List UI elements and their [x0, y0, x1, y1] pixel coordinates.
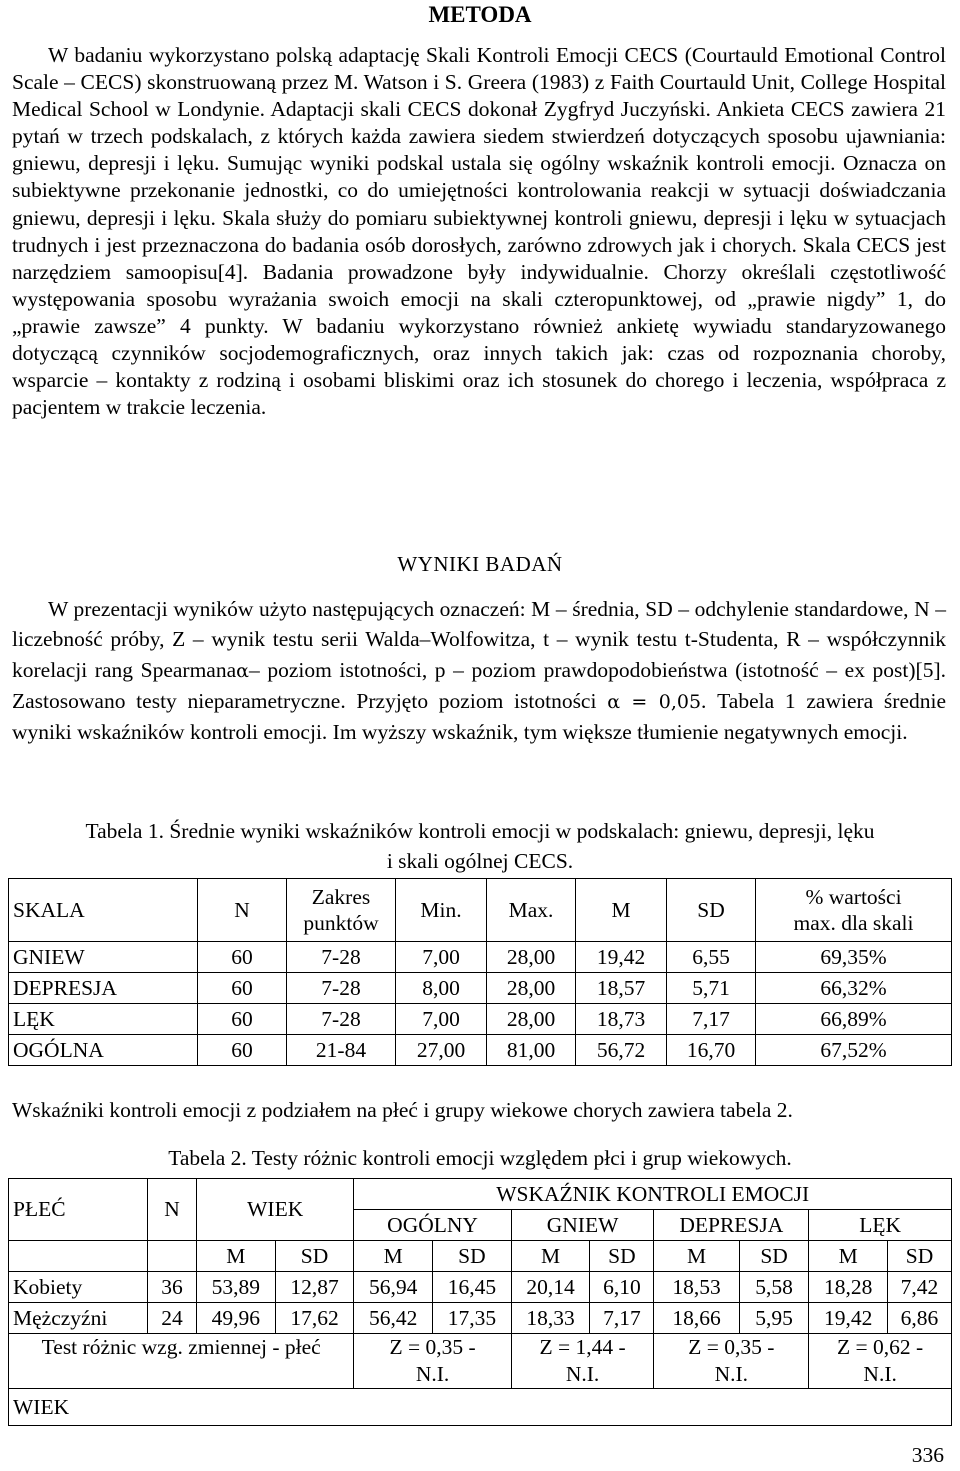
table2-wiek-row [9, 1389, 952, 1426]
table-cell: GNIEW [9, 942, 198, 973]
table-cell: Z = 1,44 - N.I. [511, 1334, 654, 1389]
table-cell: 66,89% [756, 1004, 952, 1035]
section-heading-metoda: METODA [428, 2, 532, 27]
table-cell: M [654, 1241, 739, 1272]
table-cell: WIEK [9, 1389, 952, 1426]
table1-header-n: N [198, 879, 287, 942]
table2-header-wskaznik: WSKAŹNIK KONTROLI EMOCJI [354, 1179, 952, 1210]
table1 [8, 878, 952, 1066]
table-cell: 60 [198, 942, 287, 973]
table-cell: SD [433, 1241, 512, 1272]
table2-test-row [9, 1334, 952, 1389]
table2-caption: Tabela 2. Testy różnic kontroli emocji względem płci i grup wiekowych. [168, 1146, 792, 1170]
section-heading-wyniki: WYNIKI BADAŃ [397, 552, 563, 576]
table1-caption-line2: i skali ogólnej CECS. [386, 849, 574, 873]
table-cell: Mężczyźni [9, 1303, 148, 1334]
table-cell: 28,00 [487, 973, 576, 1004]
table-cell: 56,72 [576, 1035, 667, 1066]
table-cell: Z = 0,62 - N.I. [809, 1334, 952, 1389]
table-cell: 67,52% [756, 1035, 952, 1066]
table-cell: 8,00 [396, 973, 487, 1004]
table-cell: 28,00 [487, 1004, 576, 1035]
table-cell: 12,87 [275, 1272, 354, 1303]
wyniki-text-part3: . Tabela 1 zawiera średnie wyniki wskaźników kontroli emocji. Im wyższy wskaźnik, tym większe tłumienie negatywnych emocji. [12, 688, 947, 745]
table1-header-min: Min. [396, 879, 487, 942]
table-cell: 60 [198, 973, 287, 1004]
table-cell: 49,96 [197, 1303, 276, 1334]
table-cell: DEPRESJA [9, 973, 198, 1004]
table-cell: SD [275, 1241, 354, 1272]
table-cell: 17,35 [433, 1303, 512, 1334]
table2-header-plec: PŁEĆ [9, 1179, 148, 1241]
table2-header-gniew: GNIEW [511, 1210, 654, 1241]
table-cell: 7-28 [287, 1004, 396, 1035]
table1-header-skala: SKALA [9, 879, 198, 942]
table-cell: 18,28 [809, 1272, 888, 1303]
table-cell: 18,53 [654, 1272, 739, 1303]
table-cell: 7,42 [887, 1272, 951, 1303]
table-cell: 24 [148, 1303, 197, 1334]
table1-caption: Tabela 1. Średnie wyniki wskaźników kontroli emocji w podskalach: gniewu, depresji, lęku [85, 819, 875, 843]
table-cell: Kobiety [9, 1272, 148, 1303]
table-cell: M [354, 1241, 433, 1272]
table-cell: 5,58 [739, 1272, 808, 1303]
table-cell: M [197, 1241, 276, 1272]
wyniki-paragraph [12, 594, 946, 747]
table-cell: 66,32% [756, 973, 952, 1004]
table-cell: 18,33 [511, 1303, 590, 1334]
table-cell: M [511, 1241, 590, 1272]
table-cell: 7,17 [667, 1004, 756, 1035]
wyniki-text-part1: W prezentacji wyników użyto następujących oznaczeń: M – średnia, SD – odchylenie standardowe, N – liczebność próby, Z – wynik testu serii Walda–Wolfowitza, t – wynik testu t-Studenta, R – współczynnik korelacji rang Spearmana [12, 597, 946, 682]
table-cell: Z = 0,35 - N.I. [654, 1334, 809, 1389]
page-number: 336 [911, 1443, 944, 1467]
table1-header-pct: % wartości max. dla skali [756, 879, 952, 942]
wyniki-text-part2: – poziom istotności, p – poziom prawdopodobieństwa (istotność – ex post)[5]. Zastosowano testy nieparametryczne. Przyjęto poziom istotności [12, 657, 946, 713]
table2-header-n: N [148, 1179, 197, 1241]
table-cell: M [809, 1241, 888, 1272]
table2-header-ogolny: OGÓLNY [354, 1210, 511, 1241]
table-cell: 81,00 [487, 1035, 576, 1066]
table-cell: 16,70 [667, 1035, 756, 1066]
table-cell: 53,89 [197, 1272, 276, 1303]
table-cell: SD [739, 1241, 808, 1272]
table-row [9, 1303, 952, 1334]
table-cell: 60 [198, 1004, 287, 1035]
alpha-symbol: α [236, 659, 249, 682]
table-cell: 6,86 [887, 1303, 951, 1334]
table-cell: 5,95 [739, 1303, 808, 1334]
table-cell: 5,71 [667, 973, 756, 1004]
table-cell: 56,42 [354, 1303, 433, 1334]
table-cell: 17,62 [275, 1303, 354, 1334]
table-cell: 7-28 [287, 973, 396, 1004]
table1-header-sd: SD [667, 879, 756, 942]
table-row [9, 1272, 952, 1303]
table-cell: 6,55 [667, 942, 756, 973]
table-row [9, 1035, 952, 1066]
table1-header-max: Max. [487, 879, 576, 942]
table2-header-row-3 [9, 1241, 952, 1272]
table-cell: 6,10 [590, 1272, 654, 1303]
table-cell: 18,73 [576, 1004, 667, 1035]
table2-header-depresja: DEPRESJA [654, 1210, 809, 1241]
table-cell: Z = 0,35 - N.I. [354, 1334, 511, 1389]
alpha-equation: α = 0,05 [607, 690, 702, 713]
table-cell: 18,66 [654, 1303, 739, 1334]
table-cell: 7-28 [287, 942, 396, 973]
table-row [9, 973, 952, 1004]
table2-intro-text: Wskaźniki kontroli emocji z podziałem na płeć i grupy wiekowe chorych zawiera tabela 2. [12, 1098, 793, 1122]
table-cell: LĘK [9, 1004, 198, 1035]
table-cell: 18,57 [576, 973, 667, 1004]
table2-header-lek: LĘK [809, 1210, 952, 1241]
table-row [9, 1004, 952, 1035]
table2 [8, 1178, 952, 1426]
table-row [9, 942, 952, 973]
table-cell: SD [590, 1241, 654, 1272]
table1-header-m: M [576, 879, 667, 942]
table1-header-row [9, 879, 952, 942]
table-cell: 7,00 [396, 942, 487, 973]
table-cell: 56,94 [354, 1272, 433, 1303]
table-cell: 69,35% [756, 942, 952, 973]
table1-header-zakres: Zakres punktów [287, 879, 396, 942]
table-cell: Test różnic wzg. zmiennej - płeć [9, 1334, 354, 1389]
table-cell: 20,14 [511, 1272, 590, 1303]
table-cell: 36 [148, 1272, 197, 1303]
table-cell: 27,00 [396, 1035, 487, 1066]
metoda-paragraph: W badaniu wykorzystano polską adaptację Skali Kontroli Emocji CECS (Courtauld Emotional Control Scale – CECS) skonstruowaną przez M. Watson i S. Greera (1983) z Faith Courtauld Unit, College Hospital Medical School w Londynie. Adaptacji skali CECS dokonał Zygfryd Juczyński. Ankieta CECS zawiera 21 pytań w trzech podskalach, z których każda zawiera siedem stwierdzeń dotyczących sposobu ujawniania: gniewu, depresji i lęku. Sumując wyniki podskal ustala się ogólny wskaźnik kontroli emocji. Oznacza on subiektywne przekonanie jednostki, co do umiejętności kontrolowania reakcji w sytuacji doświadczania gniewu, depresji i lęku. Skala służy do pomiaru subiektywnej kontroli gniewu, depresji i lęku w sytuacjach trudnych i jest przeznaczona do badania osób dorosłych, zarówno zdrowych jak i chorych. Skala CECS jest narzędziem samoopisu[4]. Badania prowadzone były indywidualnie. Chorzy określali częstotliwość występowania sposobu wyrażania swoich emocji na skali czteropunktowej, od „prawie nigdy” 1, do „prawie zawsze” 4 punkty. W badaniu wykorzystano również ankietę wywiadu standaryzowanego dotyczącą czynników socjodemograficznych, oraz innych takich jak: czas od rozpoznania choroby, wsparcie – kontakty z rodziną i osobami bliskimi oraz ich stosunek do chorego i leczenia, współpraca z pacjentem w trakcie leczenia. [12, 43, 946, 420]
table-cell: 28,00 [487, 942, 576, 973]
table-cell: 7,00 [396, 1004, 487, 1035]
table-cell: OGÓLNA [9, 1035, 198, 1066]
table2-header-row-1 [9, 1179, 952, 1210]
table-cell: 60 [198, 1035, 287, 1066]
table-cell: 19,42 [809, 1303, 888, 1334]
table-cell: 16,45 [433, 1272, 512, 1303]
table2-header-wiek: WIEK [197, 1179, 354, 1241]
table-cell: 19,42 [576, 942, 667, 973]
table-cell [9, 1241, 148, 1272]
table-cell: SD [887, 1241, 951, 1272]
table-cell: 7,17 [590, 1303, 654, 1334]
table-cell [148, 1241, 197, 1272]
table-cell: 21-84 [287, 1035, 396, 1066]
